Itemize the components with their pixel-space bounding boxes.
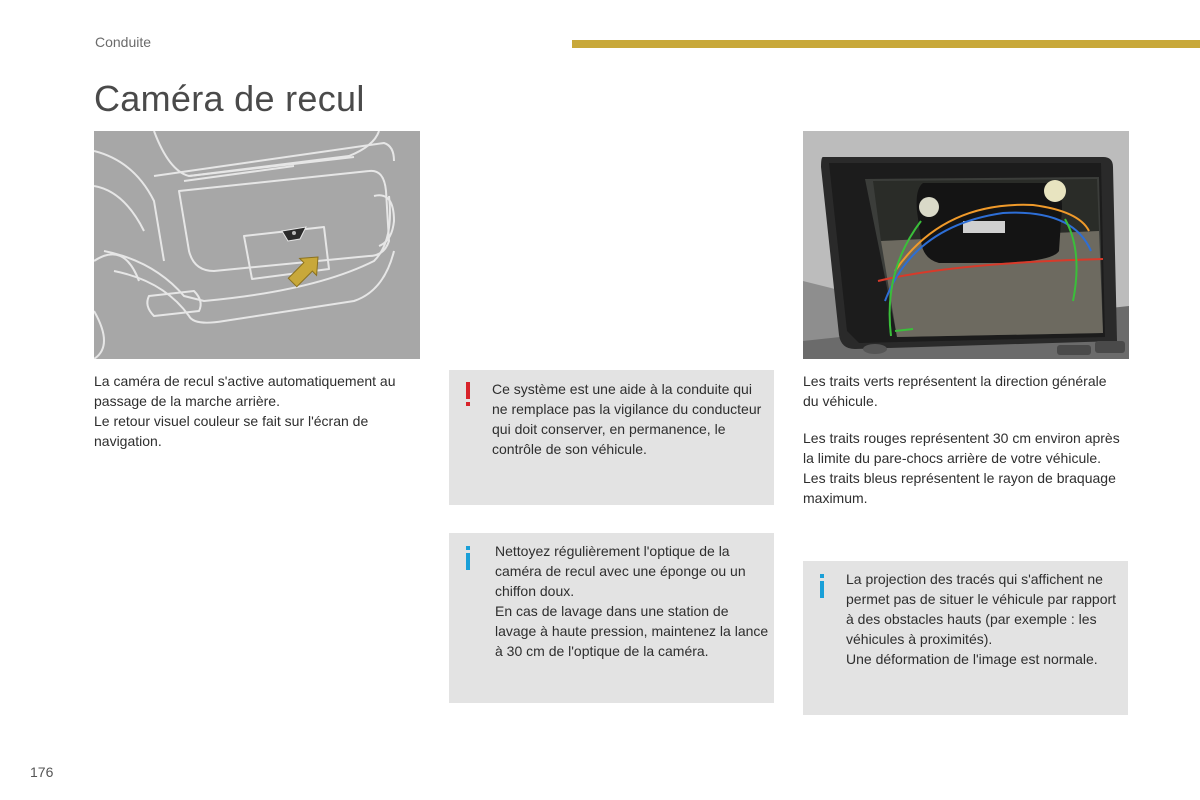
rear-camera-location-illustration bbox=[94, 131, 420, 359]
green-lines-text bbox=[803, 371, 1123, 411]
info-cleaning-paragraph-1: Nettoyez régulièrement l'optique de la caméra de recul avec une éponge ou un chiffon doux. bbox=[495, 543, 746, 599]
info-cleaning-text bbox=[495, 541, 770, 661]
intro-paragraph-2: Le retour visuel couleur se fait sur l'écran de navigation. bbox=[94, 413, 369, 449]
info-box-cleaning bbox=[449, 533, 774, 703]
warning-text bbox=[492, 379, 767, 459]
red-blue-lines-text bbox=[803, 428, 1123, 508]
info-box-projection bbox=[803, 561, 1128, 715]
red-lines-paragraph: Les traits rouges représentent 30 cm environ après la limite du pare-chocs arrière de votre véhicule. bbox=[803, 430, 1120, 466]
blue-lines-paragraph: Les traits bleus représentent le rayon de braquage maximum. bbox=[803, 470, 1116, 506]
info-cleaning-paragraph-2: En cas de lavage dans une station de lavage à haute pression, maintenez la lance à 30 cm de l'optique de la caméra. bbox=[495, 603, 769, 659]
info-projection-text bbox=[846, 569, 1121, 669]
section-label: Conduite bbox=[95, 34, 152, 50]
warning-box bbox=[449, 370, 774, 505]
page-number: 176 bbox=[30, 764, 54, 780]
info-projection-paragraph-2: Une déformation de l'image est normale. bbox=[846, 651, 1098, 667]
exclamation-icon bbox=[463, 382, 473, 408]
page-title: Caméra de recul bbox=[94, 78, 365, 119]
info-icon bbox=[817, 574, 827, 598]
info-icon bbox=[463, 546, 473, 570]
navigation-screen-camera-view bbox=[803, 131, 1129, 359]
intro-text bbox=[94, 371, 419, 451]
green-lines-paragraph: Les traits verts représentent la direction générale du véhicule. bbox=[803, 373, 1107, 409]
intro-paragraph-1: La caméra de recul s'active automatiquement au passage de la marche arrière. bbox=[94, 373, 396, 409]
header-accent-bar bbox=[572, 40, 1200, 48]
info-projection-paragraph-1: La projection des tracés qui s'affichent ne permet pas de situer le véhicule par rapport à des obstacles hauts (par exemple : les véhicules à proximités). bbox=[846, 571, 1117, 647]
warning-paragraph-1: Ce système est une aide à la conduite qui ne remplace pas la vigilance du conducteur qui doit conserver, en permanence, le contrôle de son véhicule. bbox=[492, 381, 762, 457]
